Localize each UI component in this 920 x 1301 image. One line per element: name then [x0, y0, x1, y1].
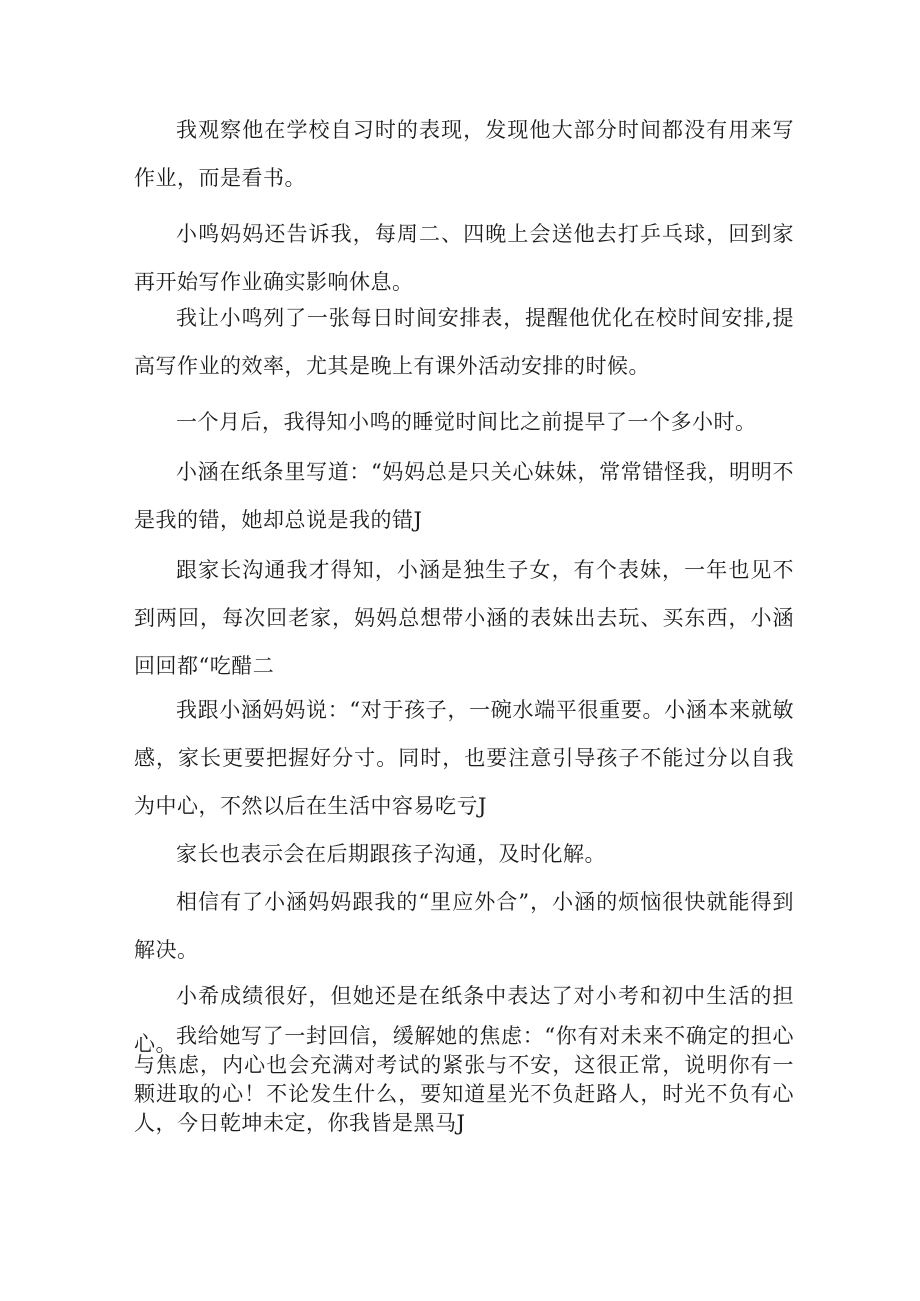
paragraph: 小希成绩很好，但她还是在纸条中表达了对小考和初中生活的担心。	[134, 984, 794, 1056]
paragraph: 跟家长沟通我才得知，小涵是独生子女，有个表妹，一年也见不到两回，每次回老家，妈妈总想带小涵的表妹出去玩、买东西，小涵回回都“吃醋二	[134, 558, 794, 678]
paragraph: 相信有了小涵妈妈跟我的“里应外合”，小涵的烦恼很快就能得到解决。	[134, 890, 794, 962]
paragraph: 我给她写了一封回信，缓解她的焦虑：“你有对未来不确定的担心与焦虑，内心也会充满对考试的紧张与不安，这很正常，说明你有一颗进取的心！不论发生什么，要知道星光不负赶路人，时光不负有心人，今日乾坤未定，你我皆是黑马J	[134, 1024, 794, 1135]
paragraph: 小涵在纸条里写道：“妈妈总是只关心妹妹，常常错怪我，明明不是我的错，她却总说是我的错J	[134, 460, 794, 532]
paragraph: 我跟小涵妈妈说：“对于孩子，一碗水端平很重要。小涵本来就敏感，家长更要把握好分寸。同时，也要注意引导孩子不能过分以自我为中心，不然以后在生活中容易吃亏J	[134, 698, 794, 818]
paragraph: 我观察他在学校自习时的表现，发现他大部分时间都没有用来写作业，而是看书。	[134, 118, 794, 190]
paragraph: 一个月后，我得知小鸣的睡觉时间比之前提早了一个多小时。	[176, 410, 757, 434]
paragraph: 我让小鸣列了一张每日时间安排表，提醒他优化在校时间安排,提高写作业的效率，尤其是晚上有课外活动安排的时候。	[134, 306, 794, 378]
paragraph: 小鸣妈妈还告诉我，每周二、四晚上会送他去打乒乓球，回到家再开始写作业确实影响休息。	[134, 222, 794, 294]
paragraph: 家长也表示会在后期跟孩子沟通，及时化解。	[176, 842, 606, 866]
